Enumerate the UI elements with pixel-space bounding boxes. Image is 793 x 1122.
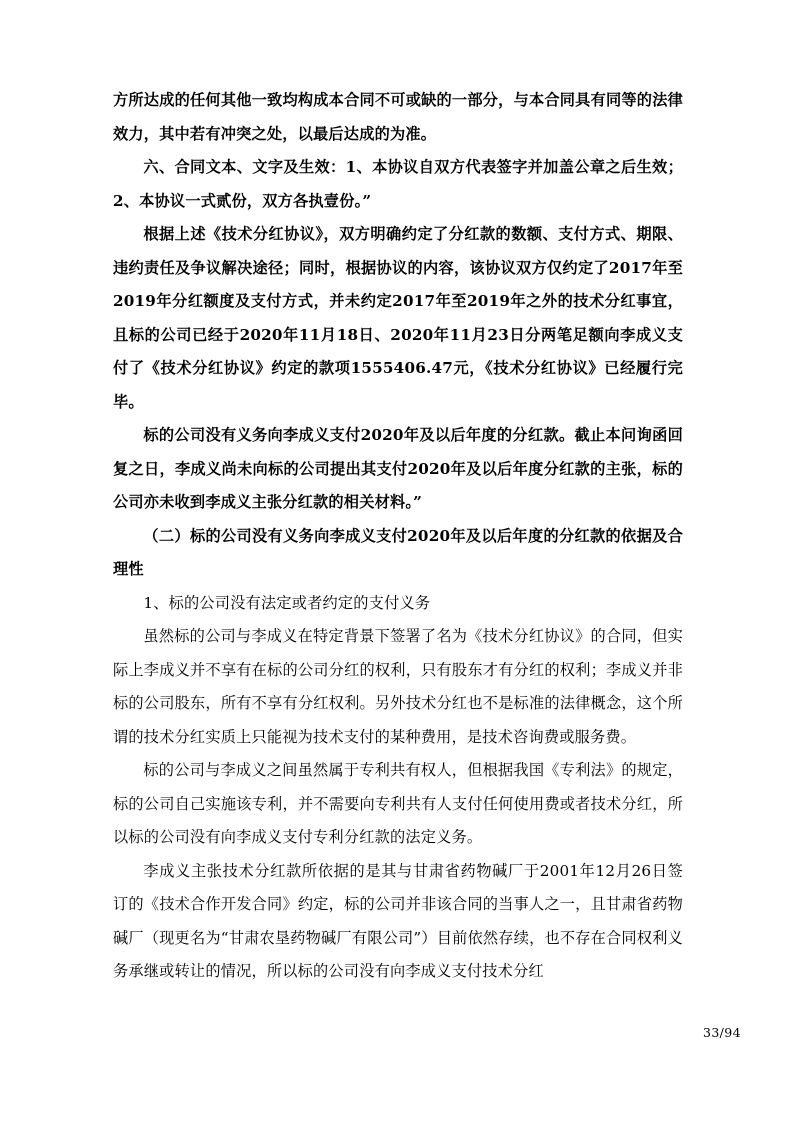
paragraph: 1、标的公司没有法定或者约定的支付义务 bbox=[143, 593, 431, 612]
document-body bbox=[113, 84, 683, 989]
paragraph: 李成义主张技术分红款所依据的是其与甘肃省药物碱厂于2001年12月26日签订的《技术合作开发合同》约定，标的公司并非该合同的当事人之一，且甘肃省药物碱厂（现更名为“甘肃农垦药物碱厂有限公司”）目前依然存续，也不存在合同权利义务承继或转让的情况，所以标的公司没有向李成义支付技术分红 bbox=[113, 861, 683, 980]
paragraph: 标的公司没有义务向李成义支付2020年及以后年度的分红款。截止本问询函回复之日，李成义尚未向标的公司提出其支付2020年及以后年度分红款的主张，标的公司亦未收到李成义主张分红款的相关材料。” bbox=[113, 426, 683, 511]
paragraph: 根据上述《技术分红协议》，双方明确约定了分红款的数额、支付方式、期限、违约责任及争议解决途径；同时，根据协议的内容，该协议双方仅约定了2017年至2019年分红额度及支付方式，并未约定2017年至2019年之外的技术分红事宜，且标的公司已经于2020年11月18日、2020年11月23日分两笔足额向李成义支付了《技术分红协议》约定的款项1555406.47元，《技术分红协议》已经履行完毕。 bbox=[113, 225, 683, 411]
paragraph: 六、合同文本、文字及生效：1、本协议自双方代表签字并加盖公章之后生效；2、本协议一式贰份，双方各执壹份。” bbox=[113, 158, 683, 210]
paragraph: 方所达成的任何其他一致均构成本合同不可或缺的一部分，与本合同具有同等的法律效力，其中若有冲突之处，以最后达成的为准。 bbox=[113, 91, 683, 143]
section-heading: （二）标的公司没有义务向李成义支付2020年及以后年度的分红款的依据及合理性 bbox=[113, 526, 683, 578]
page-number: 33/94 bbox=[702, 1025, 741, 1040]
paragraph: 虽然标的公司与李成义在特定背景下签署了名为《技术分红协议》的合同，但实际上李成义并不享有在标的公司分红的权利，只有股东才有分红的权利；李成义并非标的公司股东，所有不享有分红权利。另外技术分红也不是标准的法律概念，这个所谓的技术分红实质上只能视为技术支付的某种费用，是技术咨询费或服务费。 bbox=[113, 627, 683, 746]
paragraph: 标的公司与李成义之间虽然属于专利共有权人，但根据我国《专利法》的规定，标的公司自己实施该专利，并不需要向专利共有人支付任何使用费或者技术分红，所以标的公司没有向李成义支付专利分红款的法定义务。 bbox=[113, 761, 683, 846]
